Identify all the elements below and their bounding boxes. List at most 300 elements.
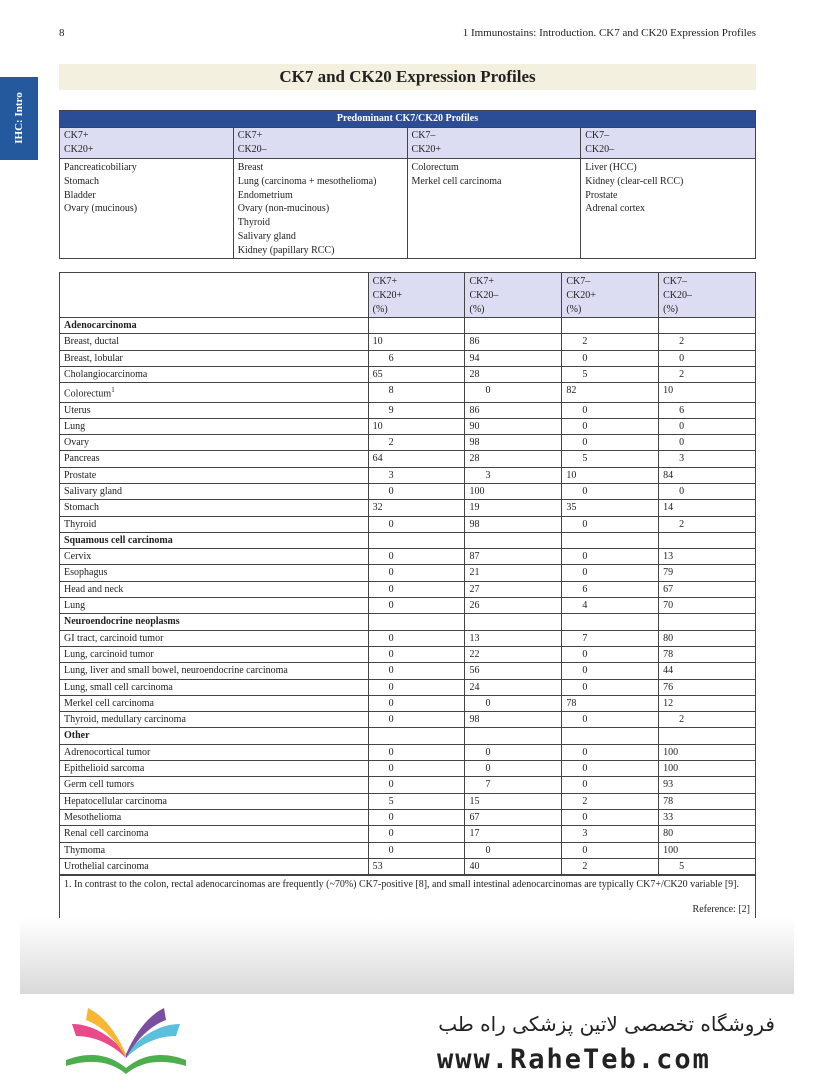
percent-value: 0 [562,663,659,679]
profile-site-item: Salivary gland [237,230,296,242]
percent-value: 9 [368,402,465,418]
empty-cell [562,728,659,744]
percent-value: 0 [368,842,465,858]
percent-value: 64 [368,451,465,467]
tumor-label-cell [60,402,369,418]
percent-value: 0 [465,695,562,711]
empty-cell [368,318,465,334]
table-row [60,679,756,695]
group-name: Other [60,728,369,744]
profile-site-item: Bladder [64,189,96,201]
table-group-row [60,532,756,548]
reference-note: Reference: [2] [692,904,750,915]
group-name: Squamous cell carcinoma [60,532,369,548]
profile-column-header [60,128,234,159]
profile-column-header [407,128,581,159]
percent-value: 94 [465,350,562,366]
table-row [60,565,756,581]
watermark-website: www.RaheTeb.com [437,1044,711,1075]
percent-value: 5 [562,451,659,467]
tumor-label: Cervix [64,551,92,563]
table-group-row [60,614,756,630]
percent-value: 0 [368,663,465,679]
section-tab [0,77,38,160]
ck7-status: CK7+ [64,130,89,141]
tumor-label-cell [60,809,369,825]
percent-value: 35 [562,500,659,516]
percent-value: 0 [562,777,659,793]
percent-value: 22 [465,646,562,662]
percent-value: 0 [562,435,659,451]
percent-value: 0 [465,744,562,760]
empty-cell [659,614,756,630]
percent-unit: (%) [372,303,388,315]
percent-value: 0 [659,435,756,451]
tumor-label-cell [60,695,369,711]
percent-value: 80 [659,630,756,646]
profile-site-item: Kidney (clear-cell RCC) [585,175,684,187]
tumor-label-cell [60,712,369,728]
table-row [60,366,756,382]
percent-value: 2 [368,435,465,451]
percent-value: 5 [562,366,659,382]
percent-value: 0 [562,809,659,825]
profile-site-item: Ovary (mucinous) [64,203,138,215]
tumor-label-cell [60,467,369,483]
table-row [60,826,756,842]
percent-value: 6 [562,581,659,597]
empty-cell [562,532,659,548]
profile-site-item: Breast [237,162,264,173]
percent-value: 17 [465,826,562,842]
tumor-label-cell [60,842,369,858]
percent-value: 2 [562,793,659,809]
percent-value: 100 [465,484,562,500]
percent-value: 56 [465,663,562,679]
percent-column-header [562,273,659,318]
percent-value: 10 [659,383,756,402]
table-row [60,484,756,500]
tumor-label: Prostate [64,469,97,481]
percent-value: 0 [368,646,465,662]
tumor-label-cell [60,516,369,532]
ck7-status: CK7+ [469,276,495,287]
tumor-label: Epithelioid sarcoma [64,763,145,775]
percent-value: 6 [659,402,756,418]
percent-value: 0 [562,549,659,565]
table-row [60,744,756,760]
empty-cell [368,614,465,630]
percent-value: 87 [465,549,562,565]
percent-value: 86 [465,402,562,418]
percent-value: 2 [659,334,756,350]
tumor-label-cell [60,581,369,597]
tumor-label-cell [60,793,369,809]
tumor-label: Lung, carcinoid tumor [64,648,154,660]
percent-value: 8 [368,383,465,402]
table-row [60,581,756,597]
running-head: 1 Immunostains: Introduction. CK7 and CK20 Expression Profiles [462,27,756,39]
ck7-status: CK7– [585,130,610,141]
ck20-status: CK20+ [566,289,596,301]
tumor-label-cell [60,383,369,402]
percent-value: 24 [465,679,562,695]
percent-value: 70 [659,598,756,614]
table-row [60,500,756,516]
percent-value: 0 [368,761,465,777]
page-bottom-shadow [20,918,794,994]
percent-value: 13 [659,549,756,565]
percent-value: 0 [465,842,562,858]
percent-value: 0 [659,350,756,366]
tumor-label-cell [60,663,369,679]
percent-value: 82 [562,383,659,402]
table-row [60,418,756,434]
footnote-marker: 1 [111,386,115,395]
table-row [60,383,756,402]
percent-unit: (%) [663,303,679,315]
percent-value: 2 [562,858,659,874]
ck20-status: CK20– [469,289,499,301]
table-row [60,549,756,565]
percent-value: 2 [659,366,756,382]
tumor-label: Lung, liver and small bowel, neuroendocrine carcinoma [64,665,288,677]
percent-value: 28 [465,366,562,382]
tumor-label-cell [60,777,369,793]
tumor-label: Colorectum [64,388,112,400]
tumor-label: Stomach [64,502,99,514]
ck20-status: CK20– [585,144,615,155]
percent-value: 5 [368,793,465,809]
ck20-status: CK20– [663,289,693,301]
percent-value: 0 [465,761,562,777]
percent-value: 0 [659,484,756,500]
percent-value: 2 [562,334,659,350]
ck20-status: CK20+ [411,144,442,155]
table-row [60,809,756,825]
percent-value: 53 [368,858,465,874]
tumor-label: Thyroid [64,518,97,530]
percent-value: 86 [465,334,562,350]
table-group-row [60,728,756,744]
percent-value: 12 [659,695,756,711]
percent-column-header [368,273,465,318]
group-name: Adenocarcinoma [60,318,369,334]
percent-value: 0 [368,695,465,711]
table-row [60,761,756,777]
percent-value: 90 [465,418,562,434]
table-row [60,467,756,483]
section-tab-label: IHC: Intro [13,92,25,144]
percent-value: 65 [368,366,465,382]
profile-column-list [407,159,581,259]
percent-value: 98 [465,712,562,728]
tumor-label-cell [60,679,369,695]
tumor-label-cell [60,435,369,451]
expression-percent-table [59,272,756,875]
table-row [60,646,756,662]
percent-value: 0 [562,350,659,366]
empty-cell [659,532,756,548]
empty-cell [465,728,562,744]
ck7-status: CK7– [663,276,688,287]
profile-column-header [581,128,756,159]
percent-value: 0 [659,418,756,434]
percent-value: 78 [659,646,756,662]
table-row [60,695,756,711]
percent-value: 0 [368,484,465,500]
table-row [60,451,756,467]
tumor-label-cell [60,646,369,662]
tumor-label-cell [60,761,369,777]
percent-value: 10 [368,418,465,434]
percent-value: 13 [465,630,562,646]
percent-value: 0 [368,598,465,614]
profile-site-item: Pancreaticobiliary [64,162,137,173]
percent-value: 10 [368,334,465,350]
tumor-label: Thyroid, medullary carcinoma [64,714,186,726]
table-row [60,516,756,532]
percent-value: 2 [659,516,756,532]
percent-value: 3 [659,451,756,467]
ck20-status: CK20+ [372,289,403,301]
tumor-label: Uterus [64,404,91,416]
profile-site-item: Stomach [64,175,99,187]
tumor-label: Salivary gland [64,486,123,497]
tumor-label: Breast, lobular [64,352,123,364]
percent-value: 2 [659,712,756,728]
page-title: CK7 and CK20 Expression Profiles [59,64,756,90]
percent-value: 84 [659,467,756,483]
table-row [60,350,756,366]
percent-value: 0 [368,712,465,728]
percent-value: 0 [368,826,465,842]
tumor-label-cell [60,334,369,350]
percent-value: 98 [465,435,562,451]
percent-value: 0 [368,809,465,825]
group-name: Neuroendocrine neoplasms [60,614,369,630]
percent-value: 0 [562,842,659,858]
percent-value: 0 [368,516,465,532]
tumor-label-cell [60,630,369,646]
percent-value: 0 [562,402,659,418]
empty-cell [465,614,562,630]
profile-column-list [581,159,756,259]
percent-value: 3 [368,467,465,483]
profile-site-item: Liver (HCC) [585,162,637,173]
profile-site-item: Colorectum [411,162,459,173]
table-row [60,858,756,874]
percent-value: 0 [368,679,465,695]
table-row [60,777,756,793]
table-row [60,663,756,679]
percent-value: 0 [368,744,465,760]
profile-column-header [233,128,407,159]
percent-value: 93 [659,777,756,793]
table-row [60,793,756,809]
percent-value: 78 [562,695,659,711]
tumor-label: Pancreas [64,453,100,465]
percent-value: 44 [659,663,756,679]
tumor-label: GI tract, carcinoid tumor [64,632,164,644]
tumor-label-cell [60,366,369,382]
empty-cell [659,318,756,334]
tumor-label: Renal cell carcinoma [64,828,149,840]
percent-unit: (%) [469,303,485,315]
table-row [60,842,756,858]
percent-column-header [465,273,562,318]
empty-cell [368,728,465,744]
profiles-table-title: Predominant CK7/CK20 Profiles [60,111,756,128]
percent-value: 19 [465,500,562,516]
tumor-label: Breast, ductal [64,336,119,348]
profile-site-item: Lung (carcinoma + mesothelioma) [237,175,377,187]
table-corner-cell [60,273,369,318]
ck7-status: CK7+ [372,276,398,287]
tumor-label: Lung [64,420,86,432]
tumor-label-cell [60,744,369,760]
tumor-label: Germ cell tumors [64,779,134,791]
tumor-label-cell [60,858,369,874]
tumor-label-cell [60,418,369,434]
percent-value: 76 [659,679,756,695]
percent-value: 0 [562,646,659,662]
profile-site-item: Adrenal cortex [585,203,645,215]
table-row [60,334,756,350]
percent-value: 7 [562,630,659,646]
percent-value: 4 [562,598,659,614]
tumor-label: Adrenocortical tumor [64,746,151,758]
table-row [60,402,756,418]
percent-value: 100 [659,842,756,858]
table-footnote [59,875,756,920]
percent-column-header [659,273,756,318]
ck20-status: CK20+ [64,144,94,155]
empty-cell [562,614,659,630]
table-row [60,598,756,614]
profile-column-list [233,159,407,259]
ck20-status: CK20– [237,144,267,155]
tumor-label: Lung, small cell carcinoma [64,681,173,693]
percent-value: 40 [465,858,562,874]
percent-value: 0 [368,630,465,646]
percent-value: 0 [562,761,659,777]
percent-value: 7 [465,777,562,793]
profiles-table [59,110,756,259]
percent-value: 6 [368,350,465,366]
percent-value: 0 [368,777,465,793]
page-number: 8 [59,27,65,39]
tumor-label: Cholangiocarcinoma [64,368,148,380]
profile-site-item: Endometrium [237,189,293,201]
tumor-label-cell [60,484,369,500]
percent-value: 0 [562,418,659,434]
percent-value: 0 [562,565,659,581]
tumor-label-cell [60,451,369,467]
percent-value: 0 [368,581,465,597]
profile-column-list [60,159,234,259]
tumor-label-cell [60,500,369,516]
percent-value: 0 [368,549,465,565]
tumor-label: Urothelial carcinoma [64,860,149,872]
tumor-label: Hepatocellular carcinoma [64,795,167,807]
table-row [60,435,756,451]
percent-value: 98 [465,516,562,532]
percent-value: 0 [562,484,659,500]
percent-value: 14 [659,500,756,516]
profile-site-item: Kidney (papillary RCC) [237,244,335,256]
empty-cell [465,318,562,334]
percent-unit: (%) [566,303,582,315]
percent-value: 0 [465,383,562,402]
percent-value: 78 [659,793,756,809]
profile-site-item: Thyroid [237,217,270,229]
ck7-status: CK7+ [237,130,263,141]
tumor-label-cell [60,598,369,614]
percent-value: 0 [562,744,659,760]
footnote-text: 1. In contrast to the colon, rectal adenocarcinomas are frequently (~70%) CK7-positive [8], and small intestinal adenocarcinomas are typically CK7+/CK20 variable [9]. [64,879,739,890]
percent-value: 33 [659,809,756,825]
ck7-status: CK7– [566,276,591,287]
tumor-label: Thymoma [64,844,106,856]
tumor-label: Esophagus [64,567,108,579]
percent-value: 3 [562,826,659,842]
percent-value: 15 [465,793,562,809]
percent-value: 100 [659,761,756,777]
profile-site-item: Merkel cell carcinoma [411,175,502,187]
percent-value: 80 [659,826,756,842]
table-row [60,712,756,728]
percent-value: 0 [368,565,465,581]
tumor-label: Mesothelioma [64,811,122,823]
watermark-persian-text: فروشگاه تخصصی لاتین پزشکی راه طب [438,1012,775,1036]
profile-site-item: Ovary (non-mucinous) [237,203,330,215]
percent-value: 0 [562,516,659,532]
percent-value: 32 [368,500,465,516]
percent-value: 0 [562,712,659,728]
tumor-label-cell [60,826,369,842]
empty-cell [368,532,465,548]
percent-value: 21 [465,565,562,581]
percent-value: 0 [562,679,659,695]
percent-value: 100 [659,744,756,760]
ck7-status: CK7– [411,130,436,141]
open-book-logo-icon [62,1006,192,1074]
tumor-label: Ovary [64,437,89,449]
percent-value: 67 [465,809,562,825]
tumor-label: Lung [64,600,86,612]
tumor-label: Merkel cell carcinoma [64,697,154,709]
table-row [60,630,756,646]
empty-cell [562,318,659,334]
percent-value: 27 [465,581,562,597]
percent-value: 26 [465,598,562,614]
percent-value: 10 [562,467,659,483]
table-group-row [60,318,756,334]
tumor-label: Head and neck [64,583,124,595]
tumor-label-cell [60,350,369,366]
empty-cell [465,532,562,548]
tumor-label-cell [60,549,369,565]
percent-value: 5 [659,858,756,874]
percent-value: 28 [465,451,562,467]
empty-cell [659,728,756,744]
percent-value: 67 [659,581,756,597]
percent-value: 3 [465,467,562,483]
percent-value: 79 [659,565,756,581]
profile-site-item: Prostate [585,189,618,201]
tumor-label-cell [60,565,369,581]
